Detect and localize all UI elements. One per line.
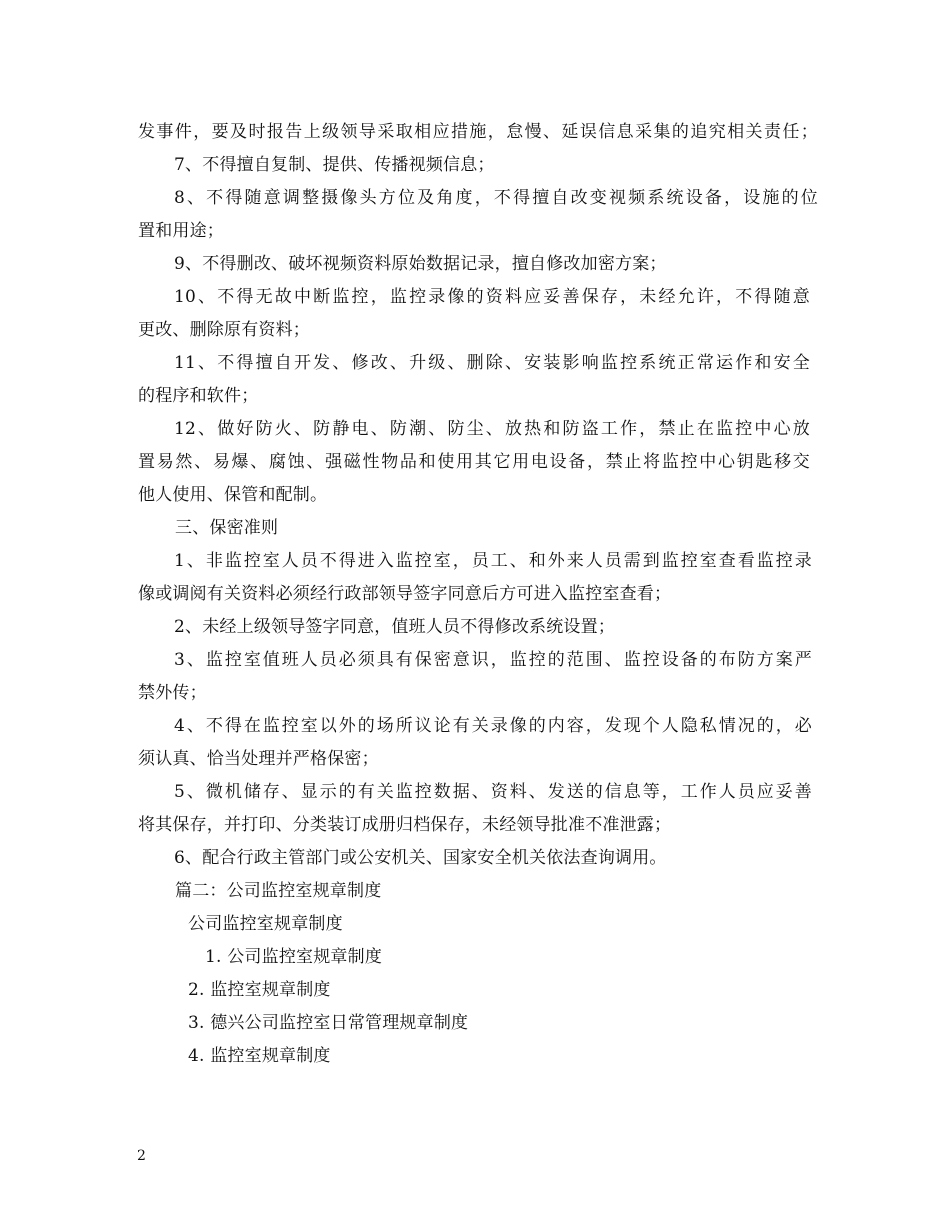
paragraph-line: 须认真、恰当处理并严格保密； [138,749,379,769]
paragraph-line: 9、不得删改、破坏视频资料原始数据记录，擅自修改加密方案； [174,254,667,274]
chapter-heading: 篇二：公司监控室规章制度 [175,881,382,901]
paragraph-line: 8、不得随意调整摄像头方位及角度，不得擅自改变视频系统设备，设施的位 [174,188,818,208]
paragraph-line: 发事件，要及时报告上级领导采取相应措施，怠慢、延误信息采集的追究相关责任； [138,122,818,142]
paragraph-line: 5、微机储存、显示的有关监控数据、资料、发送的信息等，工作人员应妥善 [174,782,812,802]
paragraph-line: 6、配合行政主管部门或公安机关、国家安全机关依法查询调用。 [174,848,667,868]
paragraph-line: 10、不得无故中断监控，监控录像的资料应妥善保存，未经允许，不得随意 [174,287,810,307]
paragraph-line: 2、未经上级领导签字同意，值班人员不得修改系统设置； [174,617,616,637]
paragraph-line: 11、不得擅自开发、修改、升级、删除、安装影响监控系统正常运作和安全 [174,353,810,373]
list-item: 2. 监控室规章制度 [188,980,331,1000]
paragraph-line: 4、不得在监控室以外的场所议论有关录像的内容，发现个人隐私情况的，必 [174,716,812,736]
list-item: 4. 监控室规章制度 [188,1046,331,1066]
list-item: 3. 德兴公司监控室日常管理规章制度 [188,1013,469,1033]
paragraph-line: 置易然、易爆、腐蚀、强磁性物品和使用其它用电设备，禁止将监控中心钥匙移交 [138,452,810,472]
page-number: 2 [137,1148,146,1164]
paragraph-line: 3、监控室值班人员必须具有保密意识，监控的范围、监控设备的布防方案严 [174,650,812,670]
paragraph-line: 禁外传； [138,683,207,703]
paragraph-line: 将其保存，并打印、分类装订成册归档保存，未经领导批准不准泄露； [138,815,672,835]
subsection-title: 公司监控室规章制度 [188,914,343,934]
paragraph-line: 7、不得擅自复制、提供、传播视频信息； [174,155,495,175]
paragraph-line: 他人使用、保管和配制。 [138,485,328,505]
list-item: 1. 公司监控室规章制度 [205,947,383,967]
section-heading: 三、保密准则 [175,518,279,538]
paragraph-line: 像或调阅有关资料必须经行政部领导签字同意后方可进入监控室查看； [138,584,672,604]
paragraph-line: 置和用途； [138,221,224,241]
paragraph-line: 1、非监控室人员不得进入监控室，员工、和外来人员需到监控室查看监控录 [174,551,812,571]
paragraph-line: 的程序和软件； [138,386,259,406]
paragraph-line: 12、做好防火、防静电、防潮、防尘、放热和防盗工作，禁止在监控中心放 [174,419,810,439]
paragraph-line: 更改、删除原有资料； [138,320,310,340]
